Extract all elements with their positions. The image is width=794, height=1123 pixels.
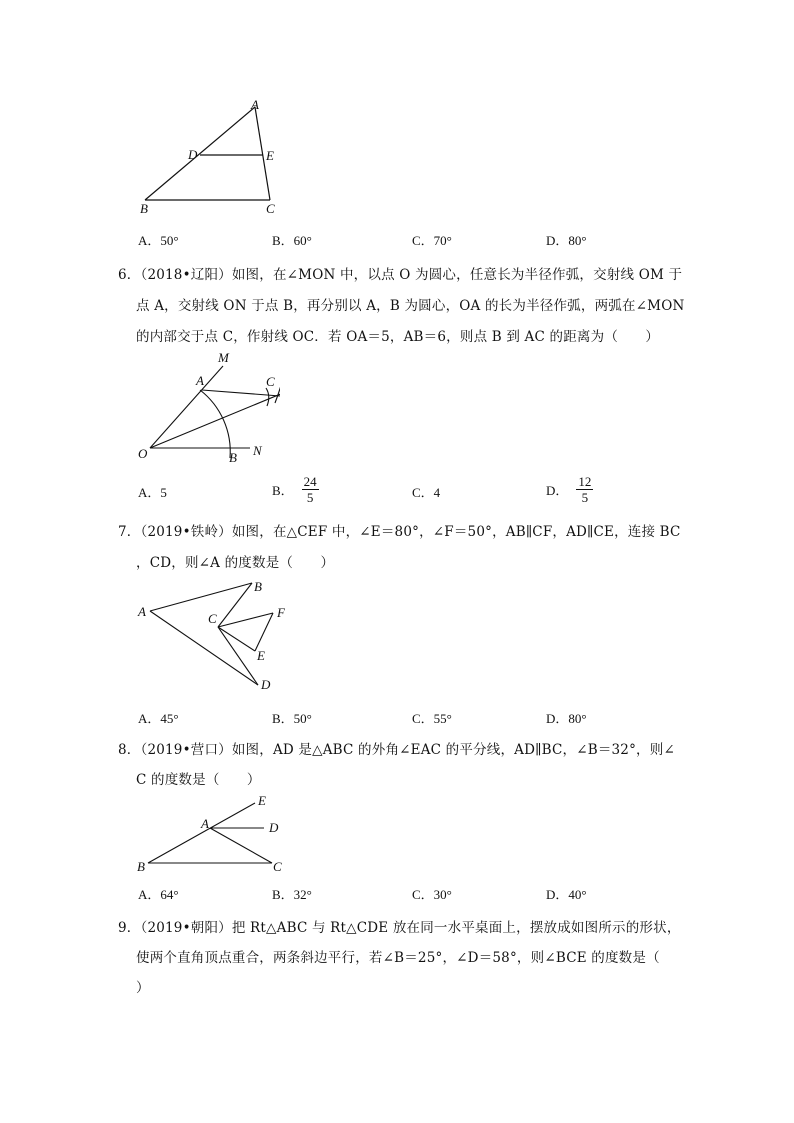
- label-M: M: [218, 350, 229, 365]
- label-B: B: [254, 579, 262, 594]
- label-D: D: [188, 147, 198, 162]
- segment-CD: [218, 627, 258, 685]
- ray-OM: [150, 366, 223, 448]
- label-E: E: [258, 793, 266, 808]
- fraction-12-5: $\frac{12}{5}$: [578, 474, 592, 505]
- figure-q5-triangle: [130, 95, 290, 220]
- q6-choice-d[interactable]: D． $\frac{12}{5}$: [546, 474, 592, 505]
- q7-choice-c[interactable]: C．55°: [412, 711, 452, 726]
- label-C: C: [208, 611, 217, 626]
- label-E: E: [266, 148, 274, 163]
- q7-line-1: 7．（2019•铁岭）如图，在△CEF 中，∠E＝80°，∠F＝50°，AB∥CF，AD∥CE，连接 BC: [118, 524, 681, 540]
- q8-line-2: C 的度数是（ ）: [136, 772, 261, 788]
- label-B: B: [137, 859, 145, 874]
- label-A: A: [196, 373, 204, 388]
- q5-choice-b[interactable]: B．60°: [272, 233, 312, 248]
- q5-choice-d[interactable]: D．80°: [546, 233, 587, 248]
- label-O: O: [138, 446, 148, 461]
- q8-choice-c[interactable]: C．30°: [412, 887, 452, 902]
- segment-CE: [218, 627, 255, 651]
- figure-q8-triangle: [130, 790, 300, 880]
- line-BE: [148, 803, 255, 863]
- fraction-24-5: $\frac{24}{5}$: [303, 474, 317, 505]
- label-E: E: [257, 648, 265, 663]
- label-C: C: [266, 201, 275, 216]
- q8-choice-a[interactable]: A．64°: [138, 887, 179, 902]
- q7-choice-b[interactable]: B．50°: [272, 711, 312, 726]
- label-A: A: [138, 604, 146, 619]
- q5-choice-a[interactable]: A．50°: [138, 233, 179, 248]
- q8-choice-d[interactable]: D．40°: [546, 887, 587, 902]
- arc-intersection-2: [275, 378, 280, 403]
- q9-line-3: ）: [136, 980, 150, 996]
- label-A: A: [251, 97, 259, 112]
- segment-AB: [150, 583, 252, 611]
- q7-choice-a[interactable]: A．45°: [138, 711, 179, 726]
- q7-line-2: ，CD，则∠A 的度数是（ ）: [136, 555, 335, 571]
- q6-choice-c[interactable]: C．4: [412, 485, 441, 500]
- label-F: F: [277, 605, 285, 620]
- figure-q6-angle-bisector: [130, 348, 280, 466]
- q6-line-3: 的内部交于点 C，作射线 OC．若 OA＝5，AB＝6，则点 B 到 AC 的距离为（ ）: [136, 329, 660, 345]
- label-C: C: [266, 374, 275, 389]
- segment-AC: [210, 828, 272, 863]
- q9-line-2: 使两个直角顶点重合，两条斜边平行，若∠B＝25°，∠D＝58°，则∠BCE 的度数是（: [136, 950, 660, 966]
- q8-line-1: 8．（2019•营口）如图，AD 是△ABC 的外角∠EAC 的平分线，AD∥BC，∠B＝32°，则∠: [118, 742, 675, 758]
- arc-intersection-1: [266, 388, 269, 406]
- q7-choice-d[interactable]: D．80°: [546, 711, 587, 726]
- q6-line-2: 点 A，交射线 ON 于点 B，再分别以 A，B 为圆心，OA 的长为半径作弧，两弧在∠MON: [136, 298, 685, 314]
- segment-AB: [145, 107, 255, 200]
- label-D: D: [261, 677, 271, 692]
- label-D: D: [269, 820, 279, 835]
- label-B: B: [229, 450, 237, 465]
- q6-choice-b[interactable]: B． $\frac{24}{5}$: [272, 474, 317, 505]
- label-B: B: [140, 201, 148, 216]
- q6-choice-a[interactable]: A．5: [138, 485, 167, 500]
- segment-AD: [150, 611, 258, 685]
- label-N: N: [253, 443, 262, 458]
- segment-FE: [255, 613, 273, 651]
- q8-choice-b[interactable]: B．32°: [272, 887, 312, 902]
- q9-line-1: 9．（2019•朝阳）把 Rt△ABC 与 Rt△CDE 放在同一水平桌面上，摆放成如图所示的形状，: [118, 920, 681, 936]
- segment-CF: [218, 613, 273, 627]
- q6-line-1: 6．（2018•辽阳）如图，在∠MON 中，以点 O 为圆心，任意长为半径作弧，交射线 OM 于: [118, 267, 683, 283]
- figure-q7-triangles: [130, 575, 300, 695]
- segment-BC: [218, 583, 252, 627]
- label-A: A: [201, 816, 209, 831]
- q5-choice-c[interactable]: C．70°: [412, 233, 452, 248]
- ray-OC: [150, 393, 280, 448]
- label-C: C: [273, 859, 282, 874]
